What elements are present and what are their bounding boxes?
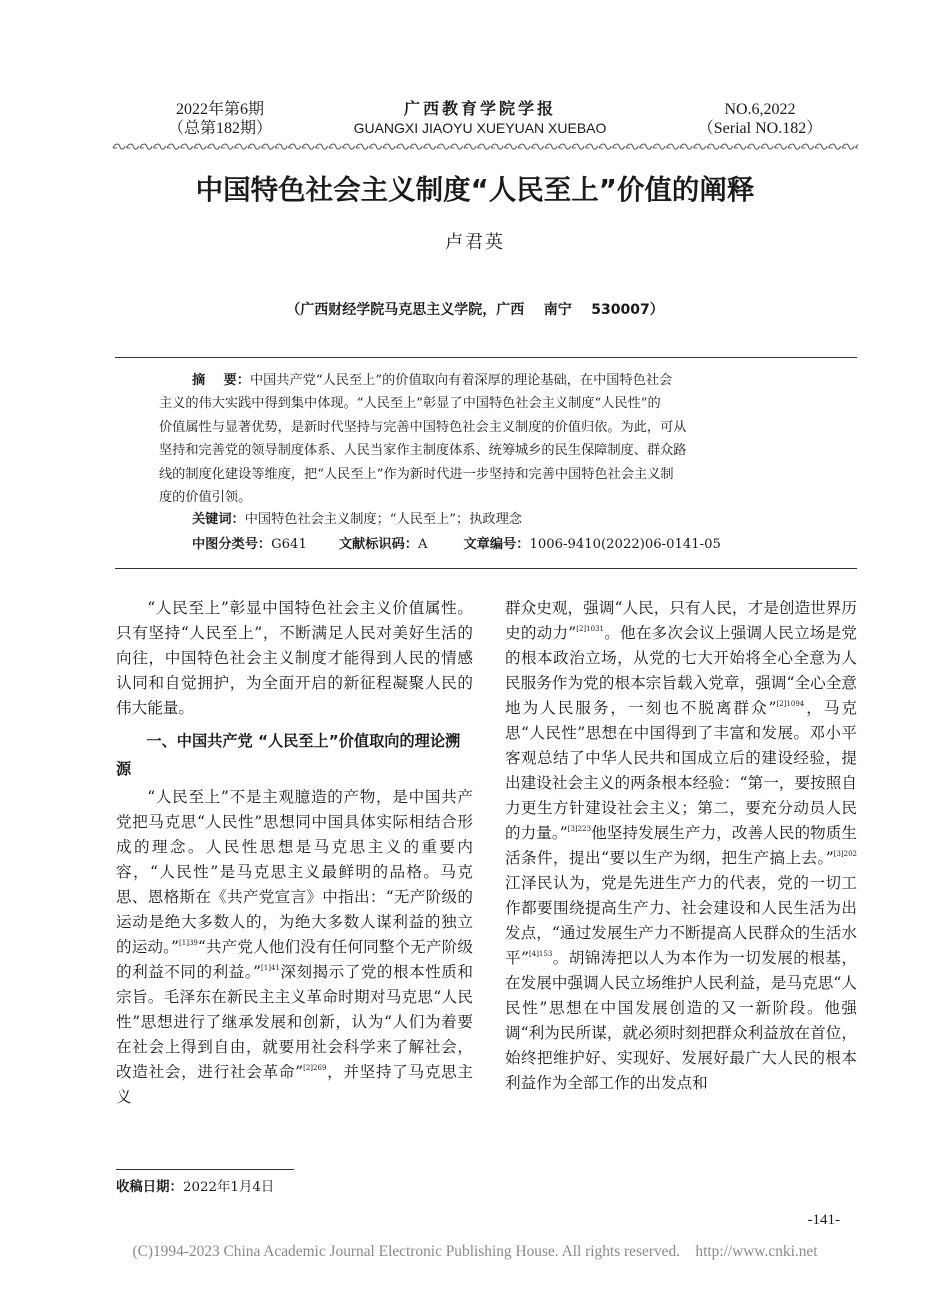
header-ornament-divider [112,141,858,153]
citation-ref: [1]39 [179,939,198,947]
received-date-value: 2022年1月4日 [182,1180,275,1195]
abstract-text: 中国共产党“人民至上”的价值取向有着深厚的理论基础，在中国特色社会 [249,373,673,388]
abstract-line: 坚持和完善党的领导制度体系、人民当家作主制度体系、统筹城乡的民生保障制度、群众路 [159,443,687,459]
abstract-line: 价值属性与显著优势，是新时代坚持与完善中国特色社会主义制度的价值归依。为此，可从 [159,419,687,435]
journal-name [320,99,640,138]
copyright-footer: (C)1994-2023 China Academic Journal Electronic Publishing House. All rights reserved. http://www.cnki.net [132,1243,818,1260]
issue-info-en [680,100,840,138]
citation-ref: [2]269 [303,1064,327,1072]
classification-info [192,533,832,557]
author-name: 卢君英 [445,232,505,253]
citation-ref: [3]223 [567,825,592,833]
paragraph-text: 群众史观，强调“人民，只有人民，才是创造世界历史的动力” [505,599,857,642]
body-paragraph: “人民至上”彰显中国特色社会主义价值属性。只有坚持“人民至上”，不断满足人民对美好生活的向往，中国特色社会主义制度才能得到人民的情感认同和自觉拥护，为全面开启的新征程凝聚人民的伟大能量。 [116,599,473,717]
abstract-line: 线的制度化建设等维度，把“人民至上”作为新时代进一步坚持和完善中国特色社会主义制 [159,466,674,482]
page-number: -141- [807,1212,840,1228]
paragraph-text: ，并坚持了马克思主义 [116,1063,473,1106]
article-number-value: 1006-9410(2022)06-0141-05 [529,537,721,552]
abstract-bottom-rule [115,568,857,569]
journal-name-cn: 广西教育学院学报 [403,99,556,118]
citation-ref: [2]1031 [576,625,604,633]
received-date-label: 收稿日期： [116,1180,183,1195]
clc-value: G641 [271,537,307,552]
author-affiliation: （广西财经学院马克思主义学院，广西 南宁 530007） [286,302,664,318]
serial-number-en: （Serial NO.182） [697,120,823,137]
paragraph-text: 他坚持发展生产力，改善人民的物质生活条件，提出“要以生产为纲，把生产搞上去。” [505,824,857,867]
abstract-label: 摘 要： [192,373,250,388]
issue-number-en: NO.6,2022 [724,101,796,118]
doc-code-value: A [417,537,428,552]
paragraph-text: “人民至上”不是主观臆造的产物，是中国共产党把马克思“人民性”思想同中国具体实际相结合形成的理念。人民性思想是马克思主义的重要内容，“人民性”是马克思主义最鲜明的品格。马克思、恩格斯在《共产党宣言》中指出：“无产阶级的运动是绝大多数人的，为绝大多数人谋利益的独立的运动。” [116,788,473,956]
paragraph-text: 。胡锦涛把以人为本作为一切发展的根基，在发展中强调人民立场维护人民利益，是马克思“人民性”思想在中国发展创造的又一新阶段。他强调“利为民所谋，就必须时刻把群众利益放在首位，始终把维护好、实现好、发展好最广大人民的根本利益作为全部工作的出发点和 [505,949,857,1092]
paragraph-text: 江泽民认为，党是先进生产力的代表，党的一切工作都要围绕提高生产力、社会建设和人民生活为出发点，“通过发展生产力不断提高人民群众的生活水平” [505,874,857,967]
abstract-block [159,369,814,509]
body-left-column [116,596,473,1110]
clc-label: 中图分类号： [192,537,272,552]
abstract-top-rule [115,357,857,358]
journal-name-en: GUANGXI JIAOYU XUEYUAN XUEBAO [353,120,607,136]
issue-total-number: （总第182期） [167,120,272,137]
article-number-label: 文章编号： [463,537,530,552]
issue-info [150,100,290,138]
paragraph-text: 。他在多次会议上强调人民立场是党的根本政治立场，从党的七大开始将全心全意为人民服务作为党的根本宗旨载入党章，强调“全心全意地为人民服务，一刻也不脱离群众” [505,624,857,717]
paragraph-text: “共产党人他们没有任何同整个无产阶级的利益不同的利益。” [116,938,473,981]
keywords [192,508,812,532]
citation-ref: [1]41 [261,964,280,972]
article-title: 中国特色社会主义制度“人民至上”价值的阐释 [195,174,755,206]
section-heading: 一、中国共产党 “人民至上”价值取向的理论溯源 [116,732,461,778]
body-paragraph [505,596,857,1096]
citation-ref: [2]1094 [776,700,805,708]
paragraph-text: 深刻揭示了党的根本性质和宗旨。毛泽东在新民主主义革命时期对马克思“人民性”思想进行了继承发展和创新，认为“人们为着要在社会上得到自由，就要用社会科学来了解社会，改造社会，进行社会革命” [116,963,473,1081]
body-right-column [505,596,857,1096]
abstract-line: 度的价值引领。 [159,490,252,506]
citation-ref: [3]202 [833,850,857,858]
keywords-label: 关键词： [192,512,245,527]
body-paragraph [116,785,473,1110]
abstract-line [159,369,814,392]
abstract-line: 主义的伟大实践中得到集中体现。“人民至上”彰显了中国特色社会主义制度“人民性”的 [159,396,661,412]
doc-code-label: 文献标识码： [338,537,418,552]
received-date [116,1177,274,1199]
paragraph-text: ，马克思“人民性”思想在中国得到了丰富和发展。邓小平客观总结了中华人民共和国成立后的建设经验，提出建设社会主义的两条根本经验：“第一，要按照自力更生方针建设社会主义；第二，要充分动员人民的力量。” [505,699,857,842]
issue-year-number: 2022年第6期 [175,101,264,118]
citation-ref: [4]153 [529,950,553,958]
footnote-rule [116,1169,294,1170]
keywords-text: 中国特色社会主义制度；“人民至上”；执政理念 [244,512,522,527]
